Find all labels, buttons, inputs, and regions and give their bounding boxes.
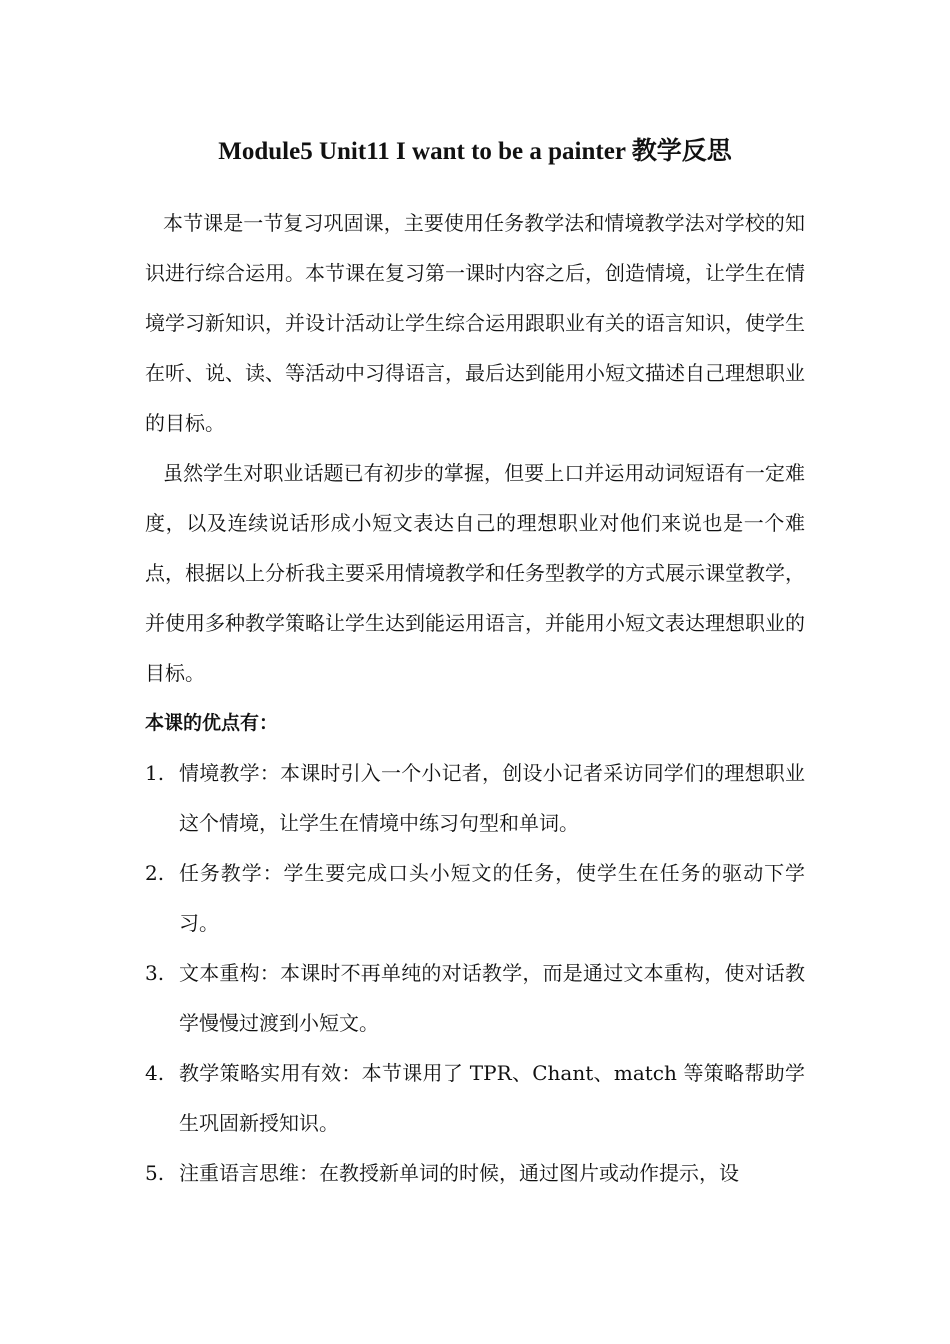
list-item	[145, 1148, 805, 1198]
list-item	[145, 948, 805, 1048]
document-title: Module5 Unit11 I want to be a painter 教学反思	[218, 138, 732, 165]
advantages-heading: 本课的优点有：	[145, 712, 279, 734]
list-item-number: 5.	[145, 1161, 165, 1185]
list-item-text: 任务教学：学生要完成口头小短文的任务，使学生在任务的驱动下学习。	[179, 861, 805, 935]
list-item	[145, 848, 805, 948]
list-item-number: 4.	[145, 1061, 165, 1085]
list-item-number: 3.	[145, 961, 165, 985]
list-item	[145, 1048, 805, 1148]
document-body	[145, 198, 805, 1198]
advantages-list	[145, 748, 805, 1198]
list-item-text: 文本重构：本课时不再单纯的对话教学，而是通过文本重构，使对话教学慢慢过渡到小短文。	[179, 961, 805, 1035]
list-item-number: 1.	[145, 761, 165, 785]
list-item-text: 注重语言思维：在教授新单词的时候，通过图片或动作提示，设	[179, 1161, 739, 1185]
paragraph-intro: 本节课是一节复习巩固课，主要使用任务教学法和情境教学法对学校的知识进行综合运用。本节课在复习第一课时内容之后，创造情境，让学生在情境学习新知识，并设计活动让学生综合运用跟职业有关的语言知识，使学生在听、说、读、等活动中习得语言，最后达到能用小短文描述自己理想职业的目标。	[145, 211, 805, 435]
list-item-number: 2.	[145, 861, 165, 885]
list-item	[145, 748, 805, 848]
paragraph-analysis: 虽然学生对职业话题已有初步的掌握，但要上口并运用动词短语有一定难度，以及连续说话形成小短文表达自己的理想职业对他们来说也是一个难点，根据以上分析我主要采用情境教学和任务型教学的方式展示课堂教学，并使用多种教学策略让学生达到能运用语言，并能用小短文表达理想职业的目标。	[145, 461, 805, 685]
list-item-text: 教学策略实用有效：本节课用了 TPR、Chant、match 等策略帮助学生巩固新授知识。	[179, 1061, 805, 1135]
list-item-text: 情境教学：本课时引入一个小记者，创设小记者采访同学们的理想职业这个情境，让学生在情境中练习句型和单词。	[179, 761, 805, 835]
